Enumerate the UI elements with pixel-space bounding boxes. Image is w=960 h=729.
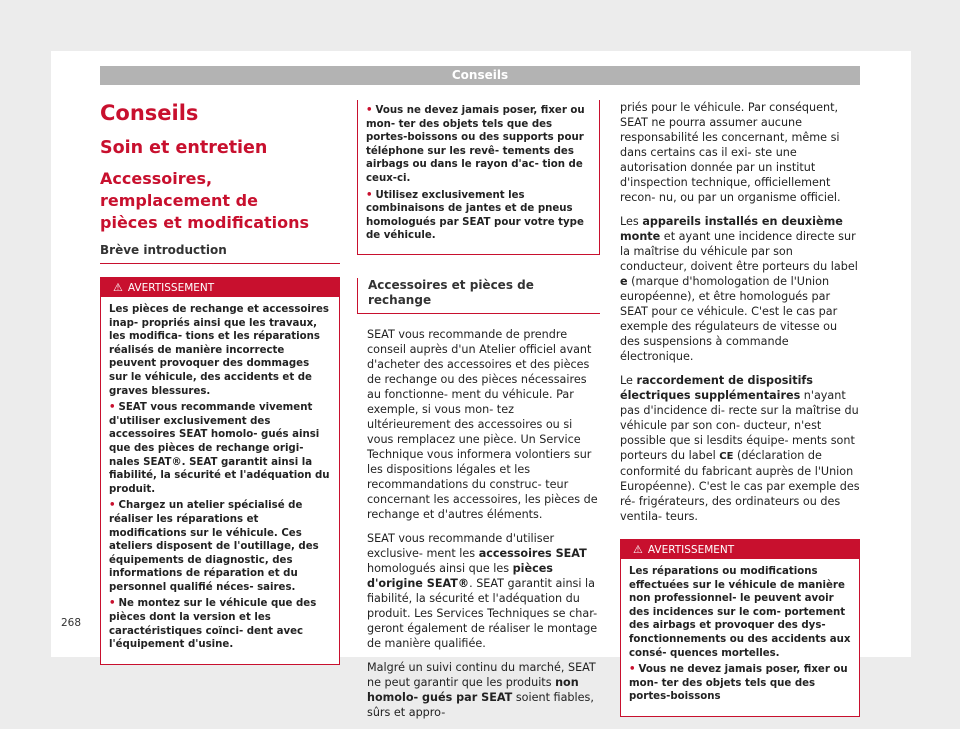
warning-bullet-2: • Chargez un atelier spécialisé de réaliser les réparations et modifications sur le véhicule. Ces ateliers disposent de l'outillage, des équipements de diagnostic, des informations de réparation et du personnel qualifié néces- saires. (109, 500, 319, 593)
warning-bullet-3: • Ne montez sur le véhicule que des pièces dont la version et les caractéristiques coïnci- dent avec l'équipement d'usine. (109, 598, 317, 651)
warning-bullet-5: • Utilisez exclusivement les combinaisons de jantes et de pneus homologués par SEAT pour votre type de véhicule. (366, 189, 584, 242)
bullet-icon: • (109, 500, 116, 512)
warning-box (100, 277, 340, 665)
bullet-icon: • (366, 189, 373, 201)
section-heading-accessoires: Accessoires et pièces de rechange (357, 278, 600, 314)
page-header: Conseils (100, 66, 860, 85)
warning-bullet-1: • SEAT vous recommande vivement d'utiliser exclusivement des accessoires SEAT homolo- gués ainsi que des pièces de rechange origi- nales SEAT®. SEAT garantit ainsi la fiabilité, la sécurité et l'adéquation du produit. (109, 402, 330, 495)
column-1 (100, 100, 340, 665)
warning-box-2 (620, 539, 860, 717)
bullet-icon: • (109, 598, 116, 610)
section-heading: Brève introduction (100, 243, 340, 264)
paragraph-6: Le raccordement de dispositifs électriques supplémentaires n'ayant pas d'incidence di- recte sur la maîtrise du véhicule par son con- ducteur, n'est possible que si lesdits équipe- ments sont porteurs du label CE (déclaration de conformité du fabricant auprès de l'Union Européenne). C'est le cas par exemple des ré- frigérateurs, des ordinateurs ou des ventila- teurs. (620, 374, 860, 523)
subchapter-title-line-2: pièces et modifications (100, 213, 310, 232)
warning-header (101, 278, 339, 297)
ce-mark: CE (719, 451, 734, 462)
column-2 (357, 100, 600, 729)
paragraph-2: SEAT vous recommande d'utiliser exclusive- ment les accessoires SEAT homologués ainsi que les pièces d'origine SEAT®. SEAT garantit ainsi la fiabilité, la sécurité et l'adéquation du produit. Les Services Techniques se char- geront également de réaliser le montage de manière qualifiée. (367, 531, 598, 650)
paragraph-3: Malgré un suivi continu du marché, SEAT ne peut garantir que les produits non homolo- gués par SEAT soient fiables, sûrs et appro- (367, 660, 596, 719)
warning-label: AVERTISSEMENT (647, 544, 735, 556)
warning-intro-2: Les réparations ou modifications effectuées sur le véhicule de manière non professionnel- le peuvent avoir des incidences sur le com- portement des airbags et provoquer des dys- fonctionnements ou des accidents aux consé- quences mortelles. (629, 566, 851, 659)
paragraph-4: priés pour le véhicule. Par conséquent, SEAT ne pourra assumer aucune responsabilité les concernant, même si dans certains cas il exi- ste une autorisation donnée par un institut d'inspection technique, officiellement recon- nu, ou par un organisme officiel. (620, 101, 841, 204)
warning-intro: Les pièces de rechange et accessoires inap- propriés ainsi que les travaux, les modifica- tions et les réparations réalisés de manière incorrecte peuvent provoquer des dommages sur le véhicule, des accidents et de graves blessures. (109, 304, 329, 397)
page-title: Conseils (100, 101, 199, 125)
paragraph-1: SEAT vous recommande de prendre conseil auprès d'un Atelier officiel avant d'acheter des accessoires et des pièces de rechange ou des pièces nécessaires au fonctionne- ment du véhicule. Par exemple, si vous mon- tez ultérieurement des accessoires ou si vous remplacez une pièce. Un Service Technique vous informera volontiers sur les dispositions légales et les recommandations du construc- teur concernant les accessoires, les pièces de rechange et d'autres éléments. (367, 327, 598, 521)
warning-triangle-icon: ⚠ (113, 281, 123, 294)
bullet-icon: • (629, 664, 636, 676)
warning-header-2 (621, 540, 859, 559)
subchapter-title-line-1: Accessoires, remplacement de (100, 169, 258, 210)
warning-triangle-icon: ⚠ (633, 543, 643, 556)
column-3 (620, 100, 860, 717)
page-number: 268 (61, 617, 82, 629)
warning-box-continued (357, 100, 600, 255)
warning-bullet-6: • Vous ne devez jamais poser, fixer ou mon- ter des objets tels que des portes-boissons (629, 664, 848, 703)
bullet-icon: • (366, 105, 373, 116)
warning-bullet-4: • Vous ne devez jamais poser, fixer ou mon- ter des objets tels que des portes-boissons ou des supports pour téléphone sur les revê- tements des airbags ou dans le rayon d'ac- tion de ceux-ci. (366, 105, 585, 184)
bullet-icon: • (109, 402, 116, 414)
warning-label: AVERTISSEMENT (127, 282, 215, 294)
paragraph-5: Les appareils installés en deuxième monte et ayant une incidence directe sur la maîtrise du véhicule par son conducteur, doivent être porteurs du label e (marque d'homologation de l'Union européenne), et être homologués par SEAT pour ce véhicule. C'est le cas par exemple des régulateurs de vitesse ou des suspensions à commande électronique. (620, 215, 858, 363)
chapter-title: Soin et entretien (100, 138, 268, 158)
